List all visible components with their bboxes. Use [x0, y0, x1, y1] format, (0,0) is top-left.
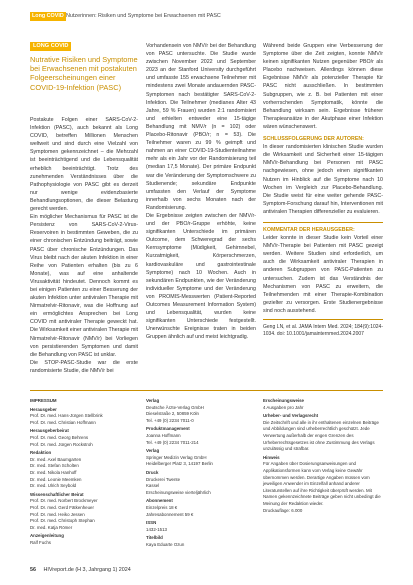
imprint-column-3 [263, 396, 383, 514]
section-badge: LONG COVID [30, 42, 71, 51]
imprint-line: Jahresabonnement 59 € [146, 511, 194, 517]
comment-text: Leider konnte in dieser Studie kein Vorteil einer NMV/r-Therapie bei Patienten mit PASC gezeigt werden. Weitere Studien sind erforderlich, um auch die Wirksamkeit antiviraler Therapien in anderen Subgruppen von PASC-Patienten zu untersuchen. Zudem ist das Verständnis der Mechanismen von PASC zu erweitern, die Teilnehmenden mit einer Therapie-Kombination gezielter zu versorgen. Erste Studienergebnisse sind noch ausstehend. [263, 234, 383, 320]
page-number: 56 [30, 567, 36, 573]
imprint-line: Einzelpreis 18 € [146, 504, 178, 510]
imprint-line: Dr. med. Ulrich Seybold [30, 483, 77, 489]
imprint-line: Kassel [146, 483, 160, 489]
imprint-label: ISSN [146, 520, 157, 526]
paragraph: Postakute Folgen einer SARS-CoV-2-Infektion (PASC), auch bekannt als Long COVID, betreffen Millionen Menschen weltweit und sind durch eine Vielzahl von Symptomen gekennzeichnet – die Mehrzahl ist beeinträchtigend und die Lebensqualität erheblich beeinträchtigt. Trotz des zunehmenden Verständnisses über die Pathophysiologie von PASC gibt es derzeit nur wenige evidenzbasierte Behandlungsoptionen, die dieser Belastung gerecht werden. [30, 117, 138, 213]
imprint-line: 1432-1513 [146, 526, 167, 532]
paragraph: Die Ergebnisse zeigten zwischen der NMV/r- und der PBO/r-Gruppe erhöhte, keine signifikanten Unterschiede im primären Outcome, dem Schweregrad der sechs Kernsymptome (Müdigkeit, Gehirnnebel, Kurzatmigkeit, Körperschmerzen, kardiovaskuläre und gastrointestinale Symptome) nach 10 Wochen. Auch in sekundären Endpunkten, wie der Veränderung individueller Symptome und der Veränderung von PROMIS-Messwerten (Patient-Reported Outcomes Measurement Information System) und Lebensqualität, wurden keine signifikanten Unterschiede festgestellt. Unerwünschte Ereignisse traten in beiden Gruppen ähnlich auf und meist leichtgradig. [146, 212, 256, 341]
imprint-line: Für Angaben über Dosierungsanweisungen und Applikationsformen kann vom Verlag keine Gewähr übernommen werden. Derartige Angaben müssen vom jeweiligen Anwender im Einzelfall anhand anderer Literaturstellen auf ihre Richtigkeit überprüft werden. Mit Namen gekennzeichnete Beiträge geben nicht unbedingt die Meinung der Redaktion wieder. [263, 461, 381, 506]
imprint-line: Dieselstraße 2, 50859 Köln [146, 411, 199, 417]
conclusion-heading: SCHLUSSFOLGERUNG DER AUTOREN: [263, 136, 364, 143]
imprint-line: 4 Ausgaben pro Jahr [263, 404, 304, 410]
imprint-label: Herausgeber [30, 406, 57, 412]
imprint-line: Prof. Dr. med. Hans-Jürgen Stellbrink [30, 413, 103, 419]
imprint-line: Tel. +49 (0) 2234 7011-214 [146, 439, 199, 445]
imprint-label: Abonnement [146, 498, 173, 504]
imprint-label: Urheber- und Verlagsrecht [263, 413, 319, 419]
citation: Geng LN, et al. JAMA Intern Med. 2024; 184(9):1024-1034. doi: 10.1001/jamainternmed.2024.2007 [263, 324, 383, 338]
imprint-label: Herausgeberbeirat [30, 428, 69, 434]
divider [30, 390, 383, 391]
paragraph: Ein möglicher Mechanismus für PASC ist die Persistenz von SARS-CoV-2-Virus-Reservoiren in bestimmten Geweben, die zu einer chronischen Entzündung beiträgt, sowie PASC über chronische Entzündungen. Das Virus bleibt nach der akuten Infektion in einer Reihe von Patienten erhalten (bis zu 6 Monate), was auf eine anhaltende Virusaktivität hindeutet. Dennoch kommt es bei einigen Patienten zu einer Besserung der akuten Infektion unter antiviralen Therapie mit Nirmatrelvir-Ritonavir, was die Hoffnung auf ein ermöglichtes Ansprechen bei Long COVID mit antiviraler Therapie geweckt hat. Die Wirksamkeit einer antiviralen Therapie mit Nirmatrelvir-Ritonavir (NMV/r) bei Vorliegen von persistierenden Symptomen und damit die Behandlung von PASC ist unklar. [30, 214, 138, 358]
imprint-line: Deutsche Ärzte-Verlag GmbH [146, 404, 204, 410]
imprint-label: Produktmanagement [146, 426, 190, 432]
header-tag: Long COVID [32, 13, 64, 19]
imprint-line: Prof. Dr. med. Gerd Fätkenheuer [30, 504, 94, 510]
paragraph: Vorhandensein von NMV/r bei der Behandlung von PASC untersuchte. Die Studie wurde zwischen November 2022 und September 2023 an der Stanford University durchgeführt und umfasste 155 erwachsene Teilnehmer mit mindestens zwei Monate andauernden PASC-Symptomen nach bestätigter SARS-CoV-2-Infektion. Die Teilnehmer (medianes Alter 43 Jahre, 59 % Frauen) wurden 2:1 randomisiert und erhielten entweder eine 15-tägige Behandlung mit NMV/r (n = 102) oder Placebo-Ritonavir (PBO/r; n = 53). Die Teilnehmer waren zu 99 % geimpft und nahmen an einer COVID-19-Studienteilnahme mehr als ein Jahr vor der Randomisierung teil (median 17,5 Monate). Der primäre Endpunkt war die Veränderung der Symptomschwere zu Studienende; sekundäre Endpunkte umfassten den Verlauf der Symptome innerhalb von sechs Monaten nach der Randomisierung. [146, 43, 256, 211]
imprint-line: Druckauflage: 6.000 [263, 507, 303, 513]
imprint-line: Prof. Dr. med. Jürgen Rockstroh [30, 441, 93, 447]
article-title: Nutrative Risiken und Symptome bei Erwachsenen mit postakuten Folgeerscheinungen einer COVID-19-Infektion (PASC) [30, 55, 138, 92]
imprint-label: Wissenschaftlicher Beirat [30, 491, 84, 497]
imprint-line: Dr. med. Nikola Hanhoff [30, 469, 77, 475]
imprint-column-2 [146, 396, 256, 548]
imprint-column-1 [30, 396, 138, 546]
imprint-label: Druck [146, 469, 159, 475]
imprint-label: Redaktion [30, 450, 52, 456]
comment-heading: KOMMENTAR DER HERAUSGEBER: [263, 222, 383, 234]
imprint-line: Ralf Fuchs [30, 539, 51, 545]
imprint-label: Hinweis [263, 454, 280, 460]
running-header [0, 0, 413, 22]
imprint-label: Anzeigenleitung [30, 533, 64, 539]
imprint-line: Springer Medizin Verlag GmbH [146, 454, 207, 460]
imprint-line: Die Zeitschrift und alle in ihr enthaltenen einzelnen Beiträge und Abbildungen sind urheberrechtlich geschützt. Jede Verwertung außerhalb der engen Grenzen des Urheberrechtsgesetzes ist ohne Zustimmung des Verlags unzulässig und strafbar. [263, 419, 379, 452]
imprint-line: Prof. Dr. med. Norbert Brockmeyer [30, 498, 98, 504]
column-3 [263, 42, 383, 338]
imprint-line: Dr. med. Stefan Scholten [30, 463, 79, 469]
conclusion-text: In dieser randomisierten klinischen Studie wurden die Wirksamkeit und Sicherheit einer 15-tägigen NMV/r-Behandlung bei Personen mit PASC nachgewiesen, ohne jedoch einen signifikanten Nutzen im Hinblick auf die Symptome nach 10 Wochen im Vergleich zur Placebo-Behandlung. Die Studie weist für eine weiter gehende PASC-Symptom-Forschung darauf hin, Interventionen mit antiviralen Therapien differenzieller zu evaluieren. [263, 144, 383, 215]
imprint-line: Prof. Dr. med. Heiko Jessen [30, 511, 85, 517]
imprint-line: Prof. Dr. med. Georg Behrens [30, 434, 89, 440]
imprint-line: Kaya Eduarte Ozun [146, 541, 185, 547]
imprint-line: Dr. med. Axel Baumgarten [30, 456, 82, 462]
imprint-label: IMPRESSUM [30, 398, 57, 403]
column-2 [146, 42, 256, 341]
imprint-line: Dr. med. Katja Römer [30, 524, 73, 530]
imprint-label: Verlag [146, 448, 160, 454]
journal-name: HIVreport.de (H 3, Jahrgang 1) 2024 [43, 567, 131, 573]
imprint-line: Heidelberger Platz 3, 14197 Berlin [146, 461, 213, 467]
imprint-label: Titelbild [146, 535, 163, 541]
imprint-line: Prof. Dr. med. Christian Hoffmann [30, 419, 96, 425]
imprint-line: Erscheinungsweise vierteljährlich [146, 489, 211, 495]
paragraph: Die STOP-PASC-Studie war die erste randomisierte Studie, die NMV/r bei [30, 359, 138, 374]
imprint-line: Joanna Hoffmann [146, 432, 181, 438]
imprint-line: Tel. +49 (0) 2234 7011-0 [146, 417, 194, 423]
header-headline: Nutzerinnen: Risiken und Symptome bei Erwachsenen mit PASC [66, 13, 221, 19]
imprint-line: Dr. med. Leonie Meemken [30, 476, 82, 482]
column-1 [30, 116, 138, 375]
imprint-label: Verlag [146, 398, 160, 403]
imprint-label: Erscheinungsweise [263, 398, 304, 403]
page-footer [30, 566, 131, 574]
paragraph: Während beide Gruppen eine Verbesserung der Symptome über die Zeit zeigten, konnte NMV/r keinen signifikanten Nutzen gegenüber PBO/r als Placebo nachweisen. Allerdings können diese Ergebnisse NMV/r als potenzieller Therapie für PASC nicht ausschließen. In bestimmten Subgruppen, wie z. B. bei Patienten mit einer vorherrschenden Symptomatik, könnte die Behandlung wirksam sein. Ergebnisse früherer Therapieansätze in der Akutphase einer Infektion wären wünschenswert. [263, 43, 383, 130]
imprint-line: Druckerei Twente [146, 476, 181, 482]
imprint-line: Prof. Dr. med. Christoph Stephan [30, 518, 95, 524]
